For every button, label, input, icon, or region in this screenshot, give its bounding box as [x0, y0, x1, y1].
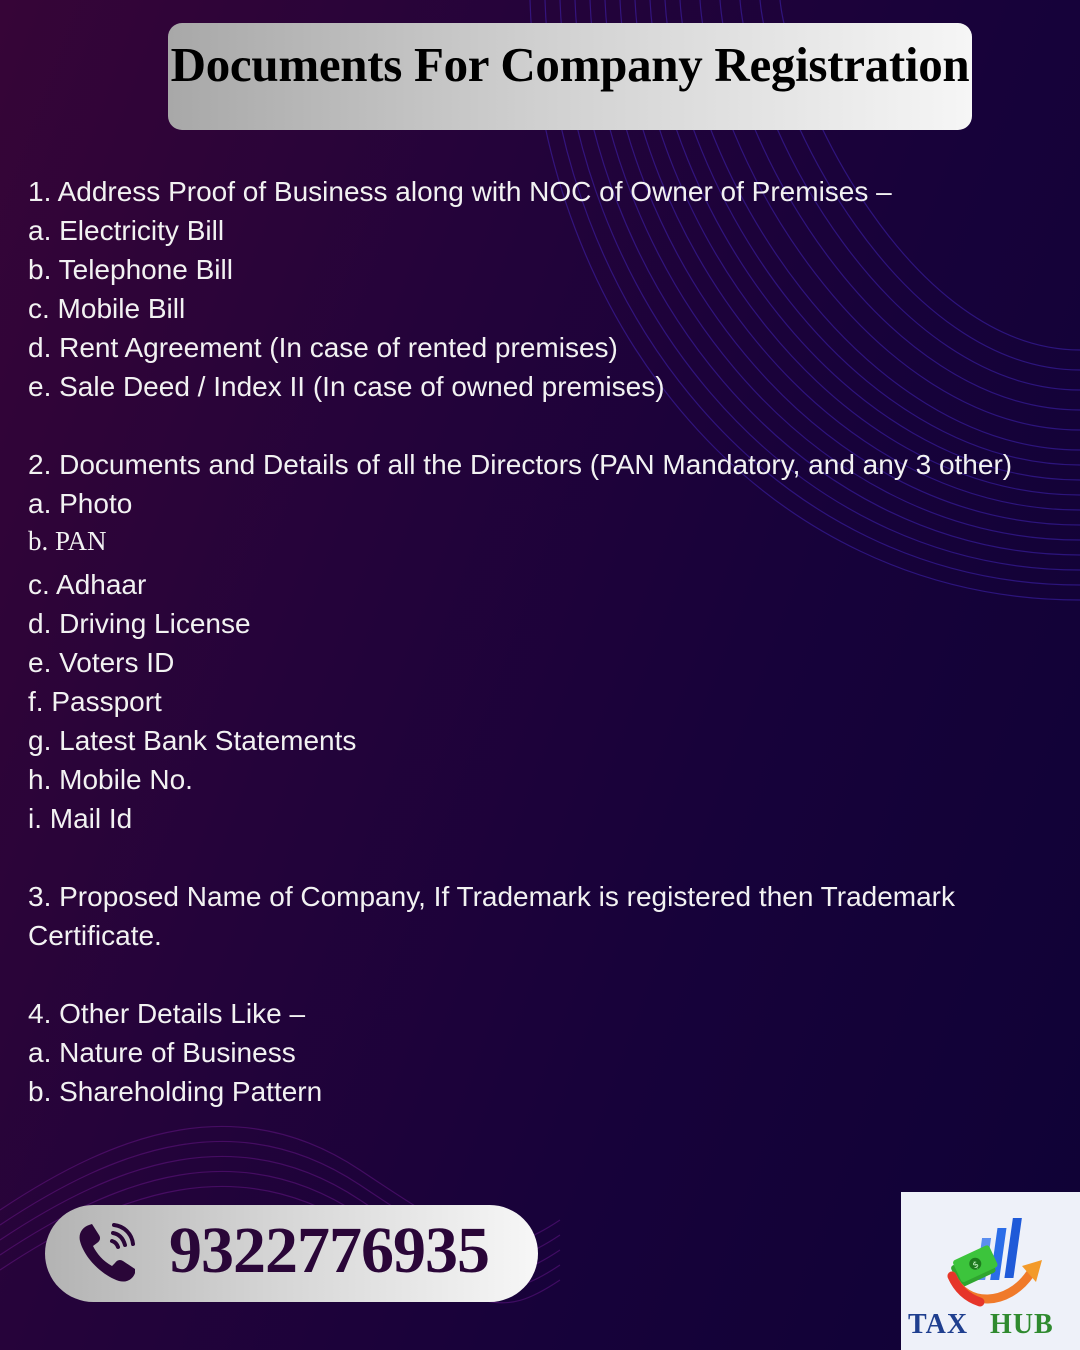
- section-heading-company-name: 3. Proposed Name of Company, If Trademark is registered then Trademark Certificate.: [28, 881, 956, 951]
- contact-phone-button[interactable]: [45, 1205, 538, 1302]
- svg-text:$: $: [971, 1259, 981, 1272]
- logo-word-tax: TAX: [908, 1309, 969, 1340]
- section-heading-address-proof: 1. Address Proof of Business along with NOC of Owner of Premises –: [28, 176, 892, 207]
- section-heading-directors: 2. Documents and Details of all the Directors (PAN Mandatory, and any 3 other): [28, 449, 1013, 480]
- list-item: a. Nature of Business: [28, 1037, 296, 1068]
- list-item: f. Passport: [28, 686, 162, 717]
- section-heading-other-details: 4. Other Details Like –: [28, 998, 306, 1029]
- list-item: d. Driving License: [28, 608, 251, 639]
- spacer: [28, 838, 1028, 877]
- logo-wordmark: [908, 1309, 1054, 1341]
- documents-list: [28, 172, 1028, 1111]
- phone-number: 9322776935: [169, 1214, 489, 1287]
- growth-chart-money-icon: [946, 1210, 1046, 1310]
- list-item: d. Rent Agreement (In case of rented premises): [28, 332, 618, 363]
- list-item: a. Electricity Bill: [28, 215, 225, 246]
- page-title: Documents For Company Registration: [170, 37, 970, 92]
- tax-hub-logo: [901, 1192, 1080, 1350]
- list-item: a. Photo: [28, 488, 133, 519]
- logo-word-hub: HUB: [990, 1309, 1054, 1340]
- list-item: c. Mobile Bill: [28, 293, 186, 324]
- list-item: b. Telephone Bill: [28, 254, 233, 285]
- spacer: [28, 955, 1028, 994]
- list-item: b. PAN: [28, 526, 107, 556]
- list-item: g. Latest Bank Statements: [28, 725, 357, 756]
- list-item: e. Sale Deed / Index II (In case of owned premises): [28, 371, 665, 402]
- phone-ringing-icon: [75, 1219, 143, 1287]
- list-item: b. Shareholding Pattern: [28, 1076, 323, 1107]
- list-item: c. Adhaar: [28, 569, 147, 600]
- spacer: [28, 406, 1028, 445]
- list-item: i. Mail Id: [28, 803, 133, 834]
- list-item: h. Mobile No.: [28, 764, 193, 795]
- title-banner: [168, 23, 972, 130]
- list-item: e. Voters ID: [28, 647, 175, 678]
